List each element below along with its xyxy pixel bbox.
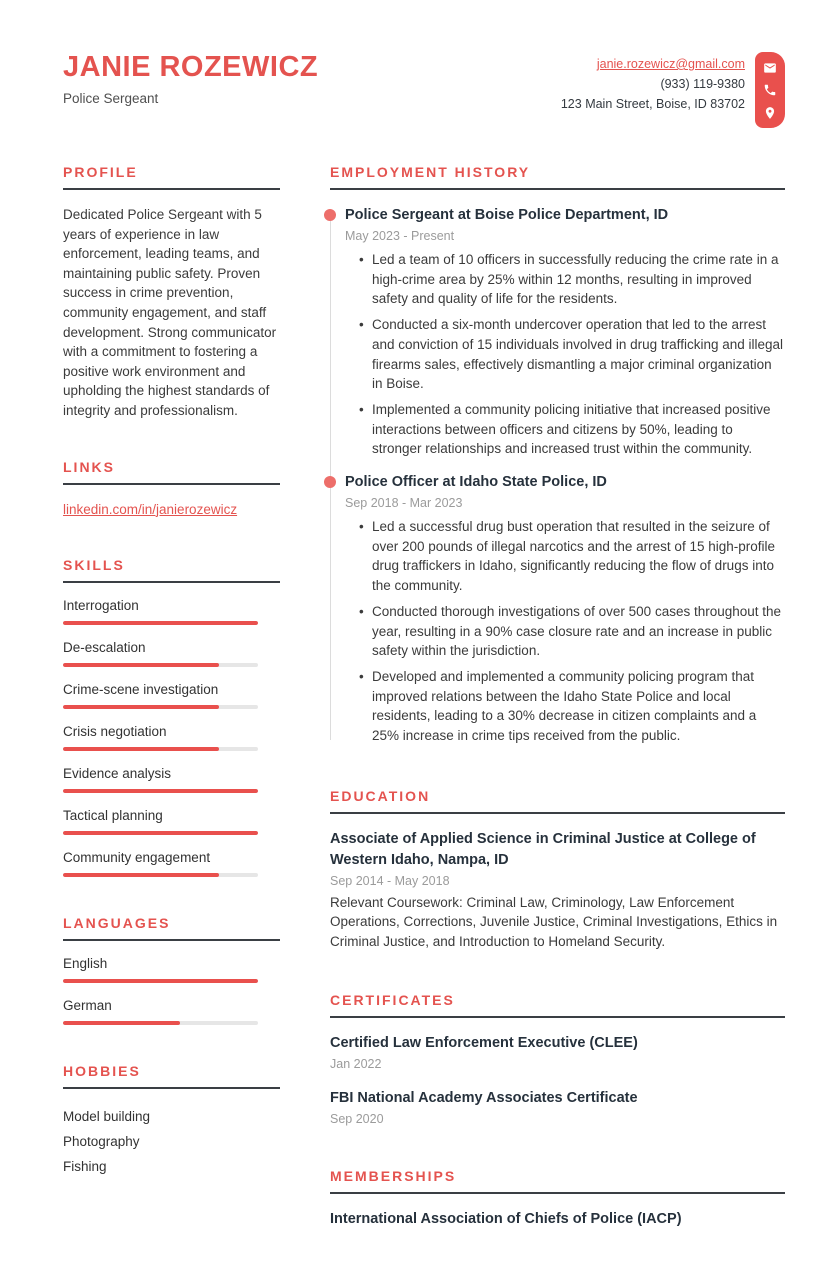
languages-heading: LANGUAGES (63, 915, 280, 941)
skill-item (63, 850, 280, 877)
skill-item (63, 598, 280, 625)
skill-bar-track (63, 747, 258, 751)
contact-address: 123 Main Street, Boise, ID 83702 (560, 97, 745, 111)
certificate-dates: Sep 2020 (330, 1111, 384, 1126)
skill-item (63, 808, 280, 835)
employment-timeline (330, 205, 785, 746)
certificate-title: Certified Law Enforcement Executive (CLEE) (330, 1034, 638, 1051)
membership-title: International Association of Chiefs of Police (IACP) (330, 1210, 682, 1227)
email-icon (763, 61, 777, 75)
language-label: English (63, 955, 108, 971)
skill-item (63, 682, 280, 709)
skill-bar-fill (63, 873, 219, 877)
skill-bar-fill (63, 705, 219, 709)
skill-label: Community engagement (63, 849, 211, 865)
section-hobbies (63, 1063, 280, 1179)
skill-bar-fill (63, 663, 219, 667)
section-skills (63, 557, 280, 877)
skill-bar-fill (63, 831, 258, 835)
job-title: Police Sergeant at Boise Police Department, ID (345, 207, 669, 223)
skill-bar-fill (63, 789, 258, 793)
job-entry (345, 205, 785, 459)
hobby-item: Photography (63, 1133, 140, 1149)
certificate-title: FBI National Academy Associates Certificate (330, 1089, 638, 1106)
skills-heading: SKILLS (63, 557, 280, 583)
section-links (63, 459, 280, 519)
memberships-heading: MEMBERSHIPS (330, 1168, 785, 1194)
contact-icon-bar (755, 52, 785, 128)
job-bullet: • Led a team of 10 officers in successfully reducing the crime rate in a high-crime area by 25% within 12 months, resulting in improved safety and quality of life for the residents. (345, 250, 785, 309)
person-job-title: Police Sergeant (63, 91, 159, 107)
name-block (63, 52, 318, 106)
language-item (63, 956, 280, 983)
job-dates: Sep 2018 - Mar 2023 (345, 496, 463, 511)
job-bullets (345, 517, 785, 746)
job-bullet: • Developed and implemented a community policing program that improved relations between the Idaho State Police and local residents, leading to a 30% decrease in citizen complaints and a 25% increase in crime tips received from the public. (345, 667, 785, 746)
skill-bar-track (63, 789, 258, 793)
education-heading: EDUCATION (330, 788, 785, 814)
skill-item (63, 766, 280, 793)
skill-item (63, 724, 280, 751)
phone-icon (763, 83, 777, 97)
education-entry (330, 829, 785, 952)
section-languages (63, 915, 280, 1025)
certificate-entry (330, 1033, 785, 1073)
hobbies-heading: HOBBIES (63, 1063, 280, 1089)
skill-bar-track (63, 705, 258, 709)
content-columns (63, 164, 785, 1268)
contact-email-row (561, 54, 745, 74)
section-certificates (330, 992, 785, 1128)
skill-bar-track (63, 621, 258, 625)
job-bullet: • Led a successful drug bust operation that resulted in the seizure of over 200 pounds of illegal narcotics and the arrest of 15 high-profile drug traffickers in Idaho, significantly reducing the flow of drugs into the community. (345, 517, 785, 596)
skill-label: Crime-scene investigation (63, 681, 219, 697)
certificate-dates: Jan 2022 (330, 1056, 382, 1071)
skill-label: Interrogation (63, 597, 139, 613)
timeline-dot (324, 476, 336, 488)
header (63, 52, 785, 128)
contact-phone: (933) 119-9380 (660, 77, 745, 91)
skill-bar-track (63, 873, 258, 877)
certificate-entry (330, 1088, 785, 1128)
job-bullets (345, 250, 785, 459)
language-item (63, 998, 280, 1025)
skill-bar-fill (63, 747, 219, 751)
profile-text: Dedicated Police Sergeant with 5 years of experience in law enforcement, leading teams, and maintaining public safety. Proven success in crime prevention, community engagement, and staff development. Strong communicator with a commitment to fostering a positive work environment and upholding the highest standards of integrity and professionalism. (63, 207, 277, 418)
language-bar-track (63, 979, 258, 983)
hobby-item: Model building (63, 1108, 151, 1124)
job-bullet: • Conducted thorough investigations of over 500 cases throughout the year, resulting in a 90% case closure rate and an increase in public safety within the jurisdiction. (345, 602, 785, 661)
linkedin-link[interactable]: linkedin.com/in/janierozewicz (63, 501, 238, 517)
section-memberships (330, 1168, 785, 1230)
language-bar-fill (63, 1021, 180, 1025)
skill-label: Tactical planning (63, 807, 163, 823)
skill-label: De-escalation (63, 639, 146, 655)
sidebar (63, 164, 280, 1268)
job-bullet: • Implemented a community policing initiative that increased positive interactions between officers and citizens by 50%, leading to stronger relationships and increased trust within the community. (345, 400, 785, 459)
job-bullet: • Conducted a six-month undercover operation that led to the arrest and conviction of 15 individuals involved in drug trafficking and illegal firearms sales, effectively dismantling a major criminal organization in Boise. (345, 315, 785, 394)
language-bar-track (63, 1021, 258, 1025)
email-link[interactable]: janie.rozewicz@gmail.com (596, 57, 745, 71)
skill-bar-track (63, 663, 258, 667)
job-title: Police Officer at Idaho State Police, ID (345, 474, 607, 491)
certificates-heading: CERTIFICATES (330, 992, 785, 1018)
timeline-dot (324, 209, 336, 221)
contact-lines (561, 52, 745, 114)
skill-label: Crisis negotiation (63, 723, 167, 739)
section-employment (330, 164, 785, 746)
links-heading: LINKS (63, 459, 280, 485)
language-label: German (63, 997, 112, 1013)
section-profile (63, 164, 280, 421)
education-title: Associate of Applied Science in Criminal Justice at College of Western Idaho, Nampa, ID (330, 830, 756, 868)
hobby-item: Fishing (63, 1158, 107, 1174)
person-name: JANIE ROZEWICZ (63, 51, 319, 83)
skill-item (63, 640, 280, 667)
location-icon (763, 106, 777, 120)
skill-bar-track (63, 831, 258, 835)
job-entry (345, 472, 785, 746)
profile-heading: PROFILE (63, 164, 280, 190)
skill-label: Evidence analysis (63, 765, 172, 781)
language-bar-fill (63, 979, 258, 983)
employment-heading: EMPLOYMENT HISTORY (330, 164, 785, 190)
job-dates: May 2023 - Present (345, 229, 455, 243)
skill-bar-fill (63, 621, 258, 625)
education-dates: Sep 2014 - May 2018 (330, 873, 450, 888)
main-content (330, 164, 785, 1268)
membership-entry (330, 1209, 785, 1230)
contact-block (561, 52, 785, 128)
section-education (330, 788, 785, 952)
education-description: Relevant Coursework: Criminal Law, Criminology, Law Enforcement Operations, Corrections, Juvenile Justice, Criminal Investigations, Ethics in Criminal Justice, and Introduction to Homeland Security. (330, 894, 778, 950)
